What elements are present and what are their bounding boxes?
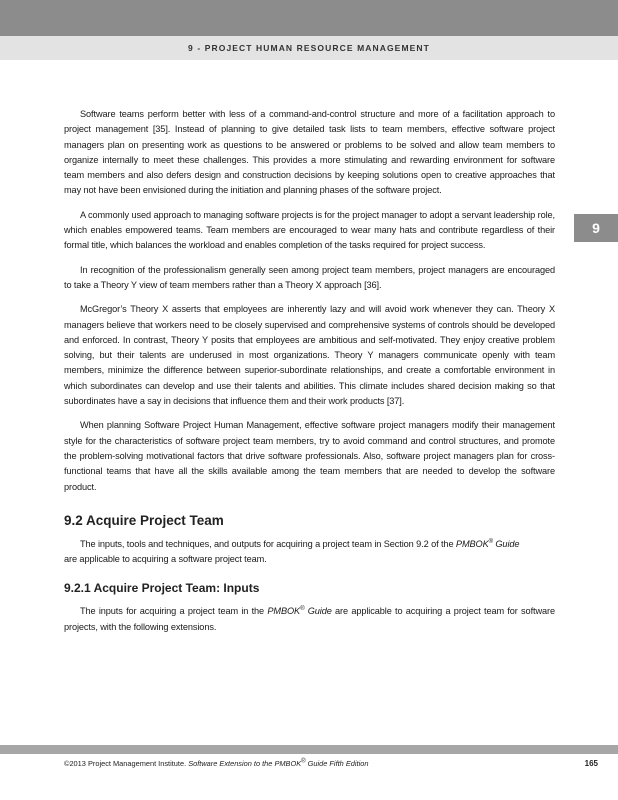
guide-name: PMBOK: [455, 538, 489, 549]
guide-word: Guide: [304, 606, 332, 617]
paragraph: In recognition of the professionalism generally seen among project team members, project managers are encouraged to take a Theory Y view of team members rather than a Theory X approach [36].: [64, 264, 555, 290]
chapter-tab: [574, 214, 618, 242]
paragraph: [64, 604, 555, 635]
paragraph-text: The inputs for acquiring a project team in the: [80, 606, 268, 617]
page-number: 165: [584, 759, 598, 768]
book-title: [188, 759, 368, 768]
guide-word: Guide: [492, 538, 520, 549]
footer-copyright: [64, 759, 368, 768]
page-body: [64, 107, 555, 644]
registered-mark: ®: [300, 606, 305, 613]
guide-name: PMBOK: [267, 606, 301, 617]
footer-band: [0, 745, 618, 754]
paragraph: A commonly used approach to managing software projects is for the project manager to adopt a servant leadership role, which enables empowered teams. Team members are encouraged to wear many hats and contribute regardless of their formal title, which balances the workload and enables completion of the tasks required for project success.: [64, 209, 555, 251]
book-title-main: Software Extension to the PMBOK: [188, 759, 302, 768]
running-header: [0, 36, 618, 60]
paragraph-text: are applicable to acquiring a project team for software projects, with the following extensions.: [64, 606, 555, 632]
paragraph: McGregor’s Theory X asserts that employees are inherently lazy and will avoid work whenever they can. Theory X managers believe that workers need to be closely supervised and comprehensive systems of controls should be developed and enforced. In contrast, Theory Y posits that employees are ambitious and self-motivated. They enjoy creative problem solving, but their talents are underused in most organizations. Theory Y managers communicate openly with team members, minimize the difference between superior-subordinate relationships, and create a comfortable environment in which subordinates can develop and use their talents and abilities. This climate includes shared decision making so that subordinates have a say in decisions that influence them and their work products [37].: [64, 304, 555, 407]
registered-mark: ®: [488, 538, 493, 545]
guide-reference: [267, 606, 331, 616]
chapter-tab-number: 9: [592, 220, 600, 236]
section-heading: 9.2 Acquire Project Team: [64, 512, 224, 528]
subsection-heading: 9.2.1 Acquire Project Team: Inputs: [64, 581, 260, 596]
paragraph: [64, 537, 555, 568]
registered-mark: ®: [301, 758, 306, 765]
guide-reference: [456, 539, 520, 549]
copyright-text: ©2013 Project Management Institute.: [64, 759, 189, 768]
book-title-edition: Guide Fifth Edition: [305, 759, 369, 768]
paragraph: When planning Software Project Human Management, effective software project managers modify their management style for the characteristics of software project team members, try to avoid command and control structures, and promote the problem-solving motivational factors that drive software professionals. Also, software project managers plan for cross-functional teams that have all the skills available among the team members that are needed to develop the software product.: [64, 420, 555, 492]
paragraph-text: The inputs, tools and techniques, and outputs for acquiring a project team in Section 9.2 of the: [80, 538, 456, 549]
header-bar: [0, 0, 618, 36]
chapter-title: 9 - PROJECT HUMAN RESOURCE MANAGEMENT: [188, 43, 430, 53]
paragraph-text: are applicable to acquiring a software project team.: [64, 554, 267, 565]
paragraph: Software teams perform better with less of a command-and-control structure and more of a facilitation approach to project management [35]. Instead of planning to give detailed task lists to team members, effective software project managers plan on presenting work as questions to be answered or problems to be solved and allow team members to organize internally to meet these challenges. This provides a more stimulating and rewarding environment for software team members and also defers design and construction decisions by keeping solutions open to creative approaches that may not have been envisioned during the initiation and planning phases of the software project.: [64, 109, 555, 196]
